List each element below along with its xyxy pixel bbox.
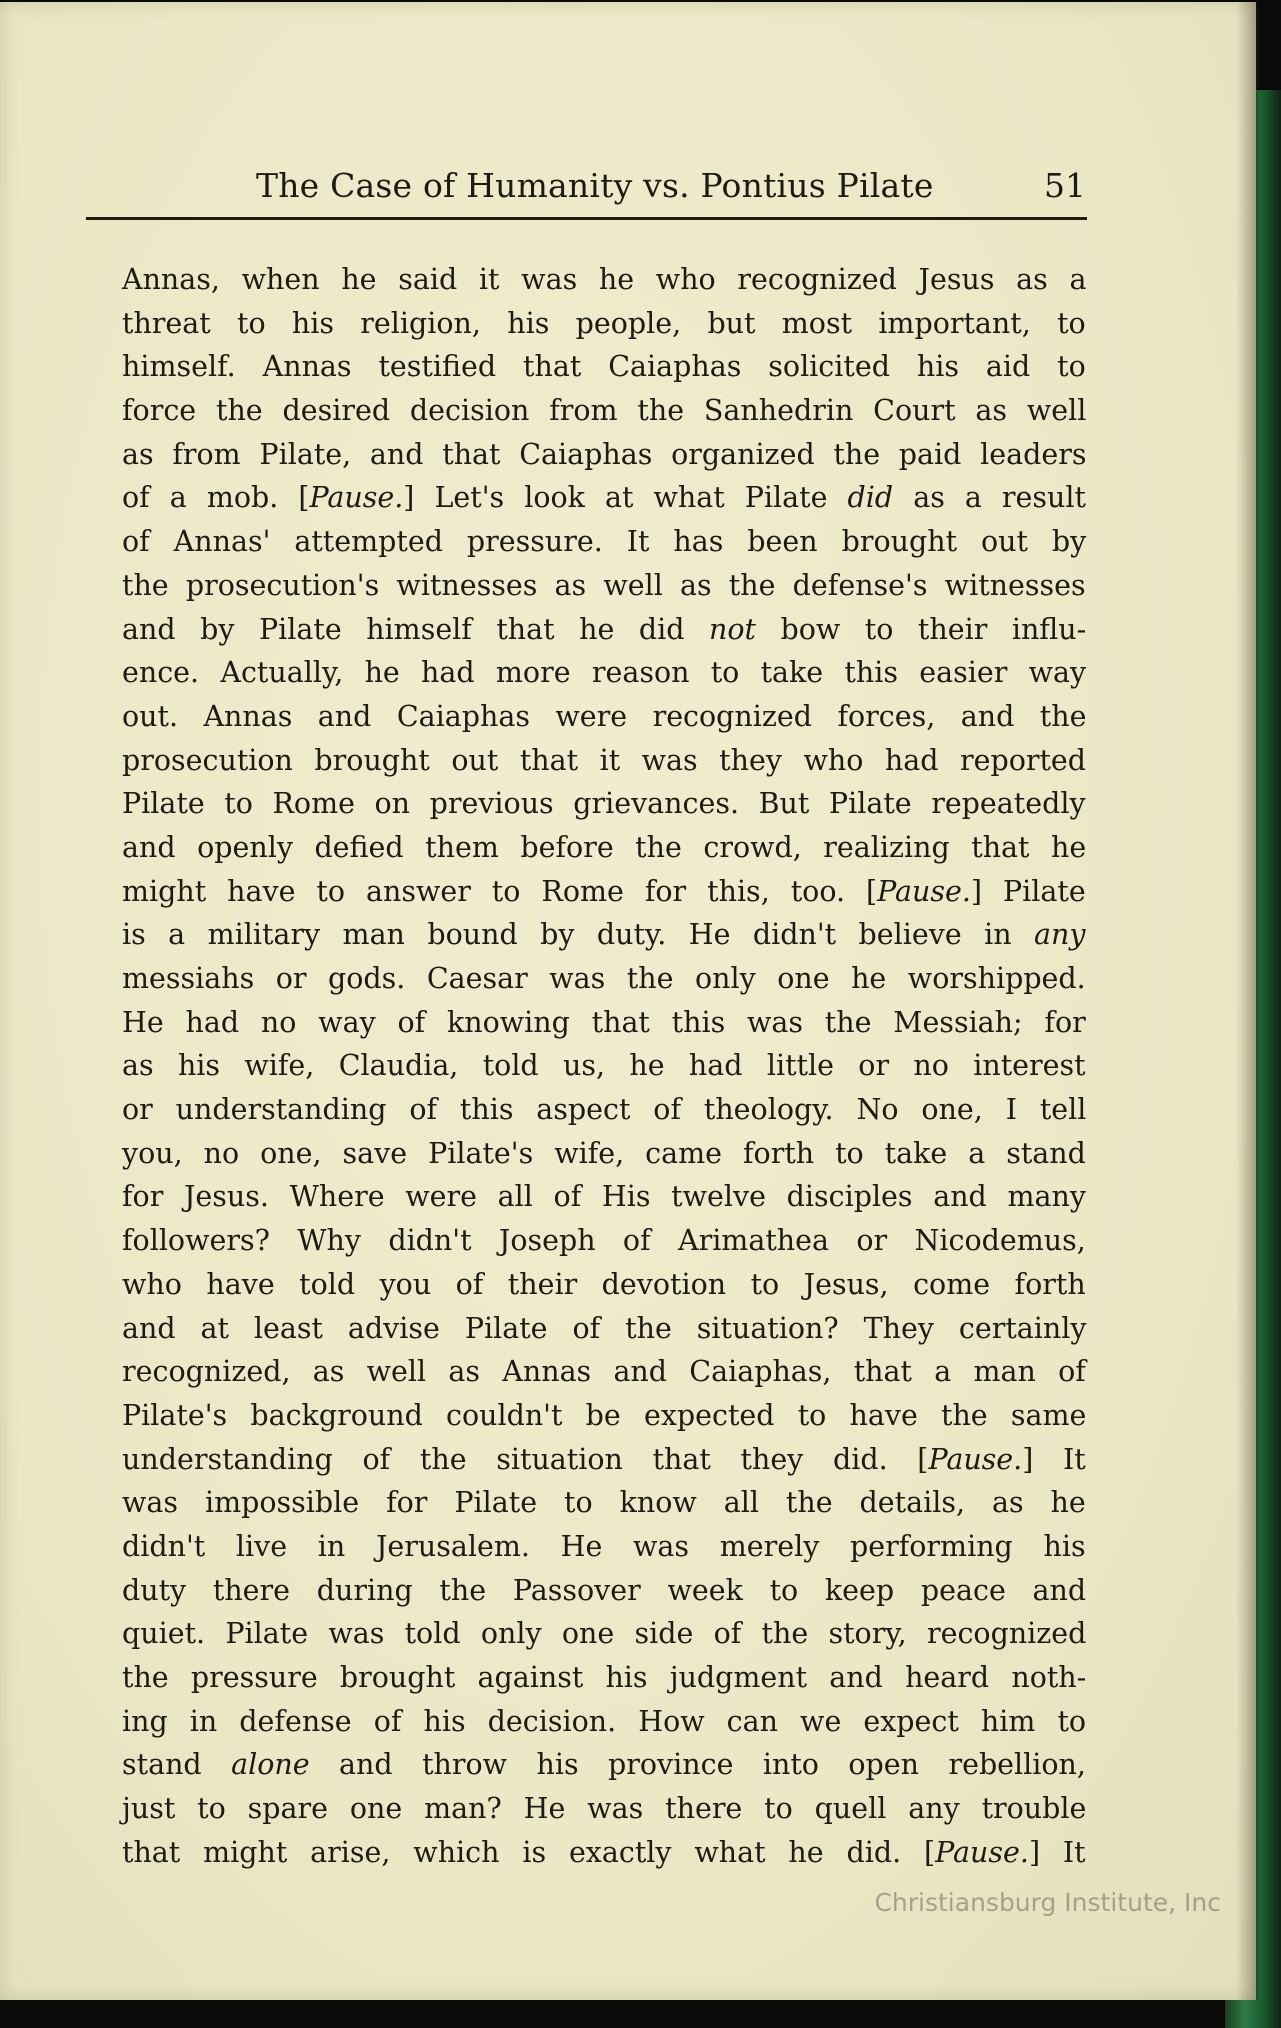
text-run: messiahs or gods. Caesar was the only one he worshipped. [122,962,1086,995]
text-run: ence. Actually, he had more reason to take this easier way [122,656,1087,690]
body-text [122,258,1086,1874]
text-line [122,1831,1086,1875]
text-line [122,826,1086,870]
text-line [122,1612,1086,1656]
text-run: or understanding of this aspect of theology. No one, I tell [122,1093,1087,1127]
text-line [122,1307,1086,1351]
text-run: just to spare one man? He was there to quell any trouble [122,1792,1087,1826]
text-line [122,608,1086,652]
text-line [122,1132,1086,1176]
text-line [122,782,1086,826]
text-run: force the desired decision from the Sanhedrin Court as well [122,394,1087,428]
text-run: stand [122,1748,232,1782]
text-run: as a result [893,481,1086,515]
page-number: 51 [1044,166,1086,205]
text-run: as from Pilate, and that Caiaphas organized the paid leaders [122,437,1087,471]
text-run: recognized, as well as Annas and Caiaphas, that a man of [122,1355,1086,1389]
text-run: as his wife, Claudia, told us, he had little or no interest [122,1049,1086,1083]
italic-text: Pause. [935,1835,1029,1869]
text-run: ] It [1022,1442,1086,1476]
text-line [122,1481,1086,1525]
text-run: the pressure brought against his judgment and heard noth- [122,1661,1087,1694]
text-line [122,1656,1086,1700]
text-run: ing in defense of his decision. How can we expect him to [122,1704,1087,1738]
text-line [122,1700,1086,1744]
text-line [122,695,1086,739]
text-run: Annas, when he said it was he who recognized Jesus as a [122,263,1087,296]
text-run: of Annas' attempted pressure. It has been brought out by [122,525,1087,559]
text-run: Pilate to Rome on previous grievances. But Pilate repeatedly [122,787,1086,821]
text-line [122,345,1086,389]
text-line [122,1743,1086,1787]
text-line [122,957,1086,1001]
header-rule [86,217,1087,220]
text-run: followers? Why didn't Joseph of Arimathea or Nicodemus, [122,1224,1086,1258]
text-run: ] Let's look at what Pilate [403,481,848,515]
text-run: Pilate's background couldn't be expected to have the same [122,1398,1087,1432]
text-line [122,1787,1086,1831]
text-run: and openly defied them before the crowd, realizing that he [122,830,1087,864]
text-run: threat to his religion, his people, but most important, to [122,306,1086,340]
text-run: the prosecution's witnesses as well as the defense's witnesses [122,568,1086,602]
text-line [122,1350,1086,1394]
text-run: understanding of the situation that they did. [ [122,1442,929,1476]
text-line [122,870,1086,914]
text-run: bow to their influ- [755,612,1087,646]
text-line [122,1569,1086,1613]
text-line [122,389,1086,433]
text-line [122,913,1086,957]
text-line [122,1088,1086,1132]
text-line [122,433,1086,477]
text-run: and at least advise Pilate of the situation? They certainly [122,1311,1087,1345]
text-run: quiet. Pilate was told only one side of the story, recognized [122,1617,1087,1651]
text-run: that might arise, which is exactly what he did. [ [122,1835,936,1869]
text-line [122,1263,1086,1307]
text-run: ] Pilate [970,874,1086,908]
text-line [122,520,1086,564]
italic-text: Pause. [877,874,971,908]
text-line [122,1001,1086,1045]
italic-text: not [708,612,756,646]
text-run: duty there during the Passover week to keep peace and [122,1573,1087,1607]
watermark: Christiansburg Institute, Inc [874,1888,1221,1917]
italic-text: alone [231,1748,310,1782]
text-run: out. Annas and Caiaphas were recognized forces, and the [122,699,1087,733]
text-line [122,1394,1086,1438]
text-line [122,1525,1086,1569]
text-line [122,258,1086,302]
page-gutter-shadow [1236,2,1258,2000]
text-run: was impossible for Pilate to know all the details, as he [122,1486,1086,1520]
text-line [122,1175,1086,1219]
italic-text: any [1034,918,1086,952]
text-run: of a mob. [ [122,481,310,515]
text-line [122,564,1086,608]
running-head-title: The Case of Humanity vs. Pontius Pilate [256,166,934,205]
text-run: didn't live in Jerusalem. He was merely performing his [122,1529,1086,1563]
text-run: who have told you of their devotion to Jesus, come forth [122,1267,1086,1301]
italic-text: Pause. [928,1442,1023,1476]
text-line [122,1219,1086,1263]
text-run: you, no one, save Pilate's wife, came forth to take a stand [122,1136,1086,1170]
italic-text: Pause. [309,481,404,515]
text-line [122,476,1086,520]
text-run: and by Pilate himself that he did [122,612,709,646]
text-line [122,1438,1086,1482]
text-run: is a military man bound by duty. He didn't believe in [122,918,1035,952]
text-run: and throw his province into open rebellion, [309,1748,1086,1782]
text-line [122,739,1086,783]
text-run: ] It [1028,1835,1086,1869]
text-line [122,1044,1086,1088]
text-run: He had no way of knowing that this was the Messiah; for [122,1005,1086,1039]
text-run: might have to answer to Rome for this, too. [ [122,874,878,908]
text-line [122,651,1086,695]
text-line [122,302,1086,346]
italic-text: did [847,481,894,515]
text-run: himself. Annas testified that Caiaphas solicited his aid to [122,350,1086,384]
text-run: for Jesus. Where were all of His twelve disciples and many [122,1180,1086,1214]
text-run: prosecution brought out that it was they who had reported [122,743,1087,777]
running-head [86,166,1086,216]
